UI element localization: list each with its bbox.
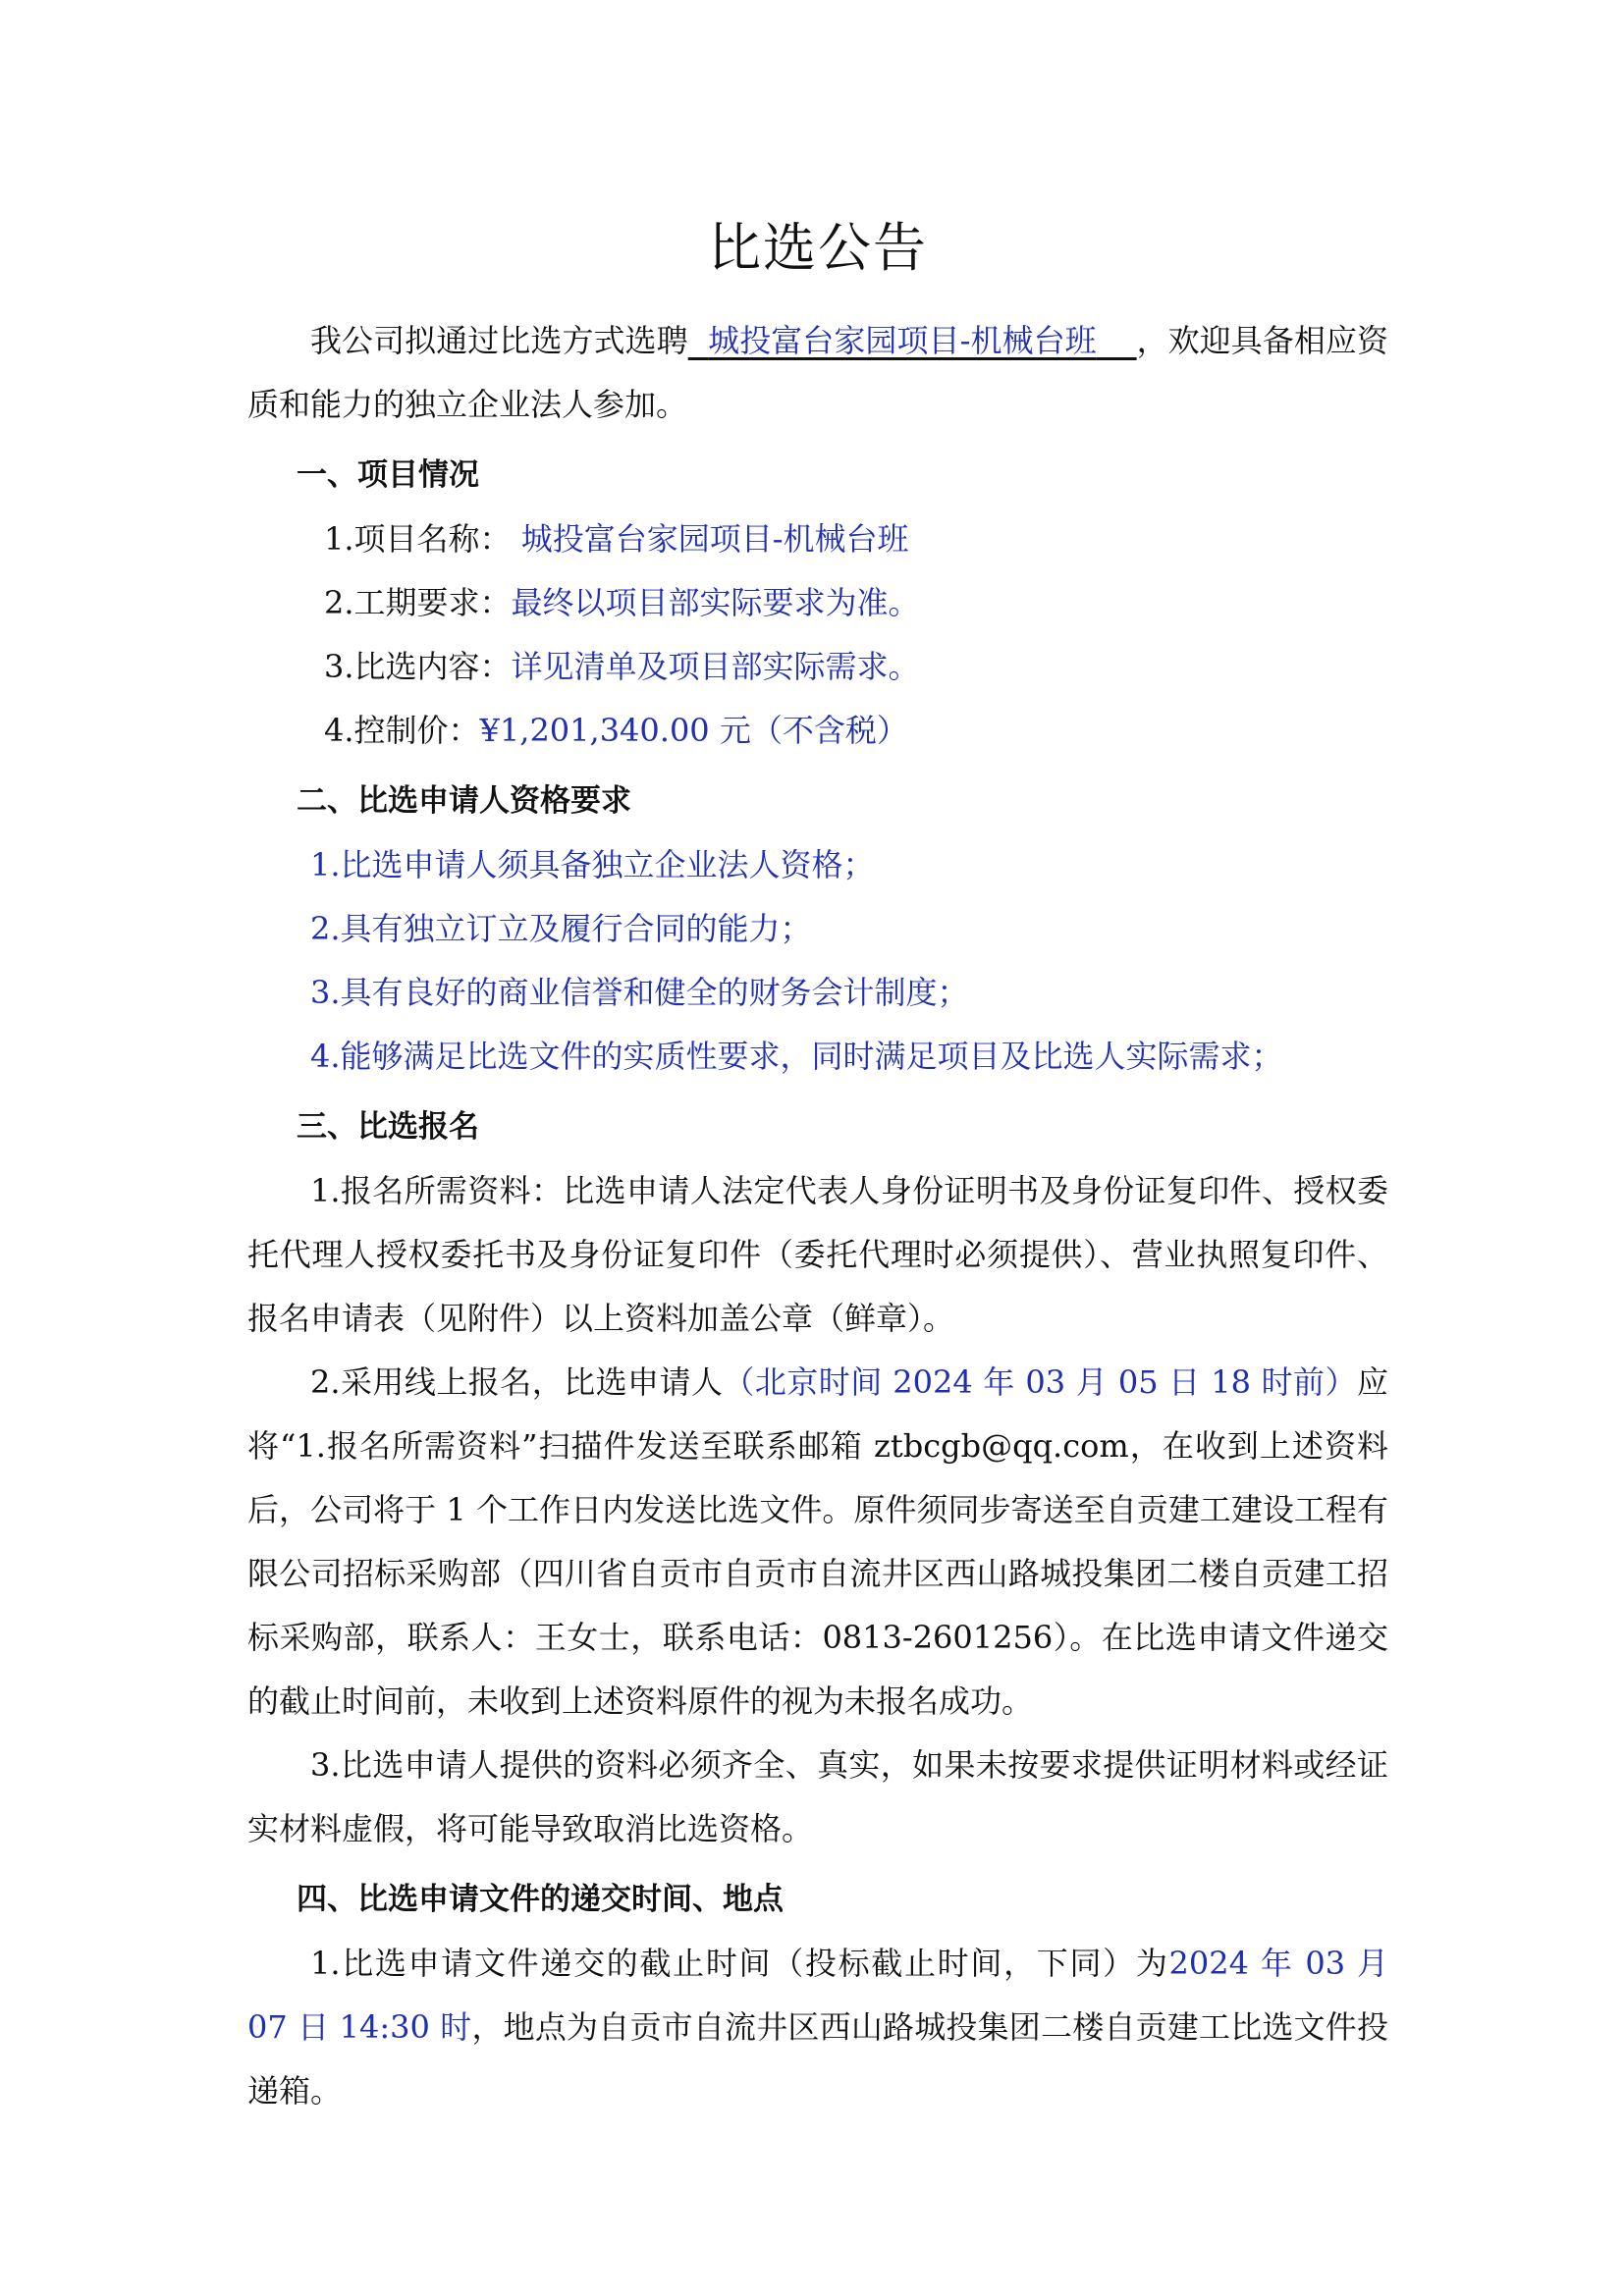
section3-paragraph-2 — [247, 1351, 1388, 1734]
intro-project-field — [688, 322, 1137, 359]
section1-item-name — [247, 507, 1388, 571]
section2-item: 4.能够满足比选文件的实质性要求，同时满足项目及比选人实际需求； — [310, 1038, 1283, 1075]
section1-item-duration — [247, 571, 1388, 635]
submission-deadline: 2024 年 03 月 07 日 14:30 时 — [247, 1945, 1388, 2046]
item-value: 城投富台家园项目-机械台班 — [520, 520, 909, 558]
p1-text-a: 1.比选申请文件递交的截止时间（投标截止时间，下同）为 — [310, 1945, 1169, 1982]
page-title: 比选公告 — [708, 217, 928, 279]
item-label: 2.工期要求： — [324, 584, 512, 621]
section3-paragraph-1: 1.报名所需资料：比选申请人法定代表人身份证明书及身份证复印件、授权委托代理人授权委托书及身份证复印件（委托代理时必须提供）、营业执照复印件、报名申请表（见附件）以上资料加盖公章（鲜章）。 — [247, 1172, 1388, 1337]
section1-heading: 一、项目情况 — [297, 457, 479, 493]
intro-suffix: ，欢迎具备相应资质和能力的独立企业法人参加。 — [247, 322, 1388, 423]
section4-paragraph-1 — [247, 1932, 1388, 2123]
section2-heading: 二、比选申请人资格要求 — [297, 783, 631, 819]
item-value: 详见清单及项目部实际需求。 — [511, 648, 920, 685]
section1-item-content — [247, 635, 1388, 699]
p2-text-a: 2.采用线上报名，比选申请人 — [310, 1363, 724, 1401]
p2-text-b: 应将“1.报名所需资料”扫描件发送至联系邮箱 ztbcgb@qq.com，在收到上述资料后，公司将于 1 个工作日内发送比选文件。原件须同步寄送至自贡建工建设工程有限公司招标采购部（四川省自贡市自贡市自流井区西山路城投集团二楼自贡建工招标采购部，联系人：王女士，联系电话：0813-2601256）。在比选申请文件递交的截止时间前，未收到上述资料原件的视为未报名成功。 — [247, 1363, 1388, 1720]
section2-item: 1.比选申请人须具备独立企业法人资格； — [310, 846, 875, 883]
section4-heading: 四、比选申请文件的递交时间、地点 — [297, 1882, 784, 1917]
item-value: 最终以项目部实际要求为准。 — [511, 584, 920, 621]
item-label: 4.控制价： — [324, 712, 480, 749]
p1-text-b: ，地点为自贡市自流井区西山路城投集团二楼自贡建工比选文件投递箱。 — [247, 2008, 1388, 2109]
section1-item-price — [247, 699, 1388, 763]
section3-heading: 三、比选报名 — [297, 1109, 479, 1145]
item-label: 1.项目名称： — [324, 520, 512, 558]
item-label: 3.比选内容： — [324, 648, 512, 685]
intro-paragraph — [247, 309, 1388, 437]
section3-paragraph-3: 3.比选申请人提供的资料必须齐全、真实，如果未按要求提供证明材料或经证实材料虚假，将可能导致取消比选资格。 — [247, 1746, 1388, 1847]
intro-project-name: 城投富台家园项目-机械台班 — [708, 322, 1097, 359]
item-value: ¥1,201,340.00 元（不含税） — [479, 712, 908, 749]
section2-item: 2.具有独立订立及履行合同的能力； — [310, 910, 812, 947]
intro-prefix: 我公司拟通过比选方式选聘 — [310, 322, 688, 359]
registration-deadline: （北京时间 2024 年 03 月 05 日 18 时前） — [723, 1363, 1357, 1401]
section2-item: 3.具有良好的商业信誉和健全的财务会计制度； — [310, 974, 969, 1011]
